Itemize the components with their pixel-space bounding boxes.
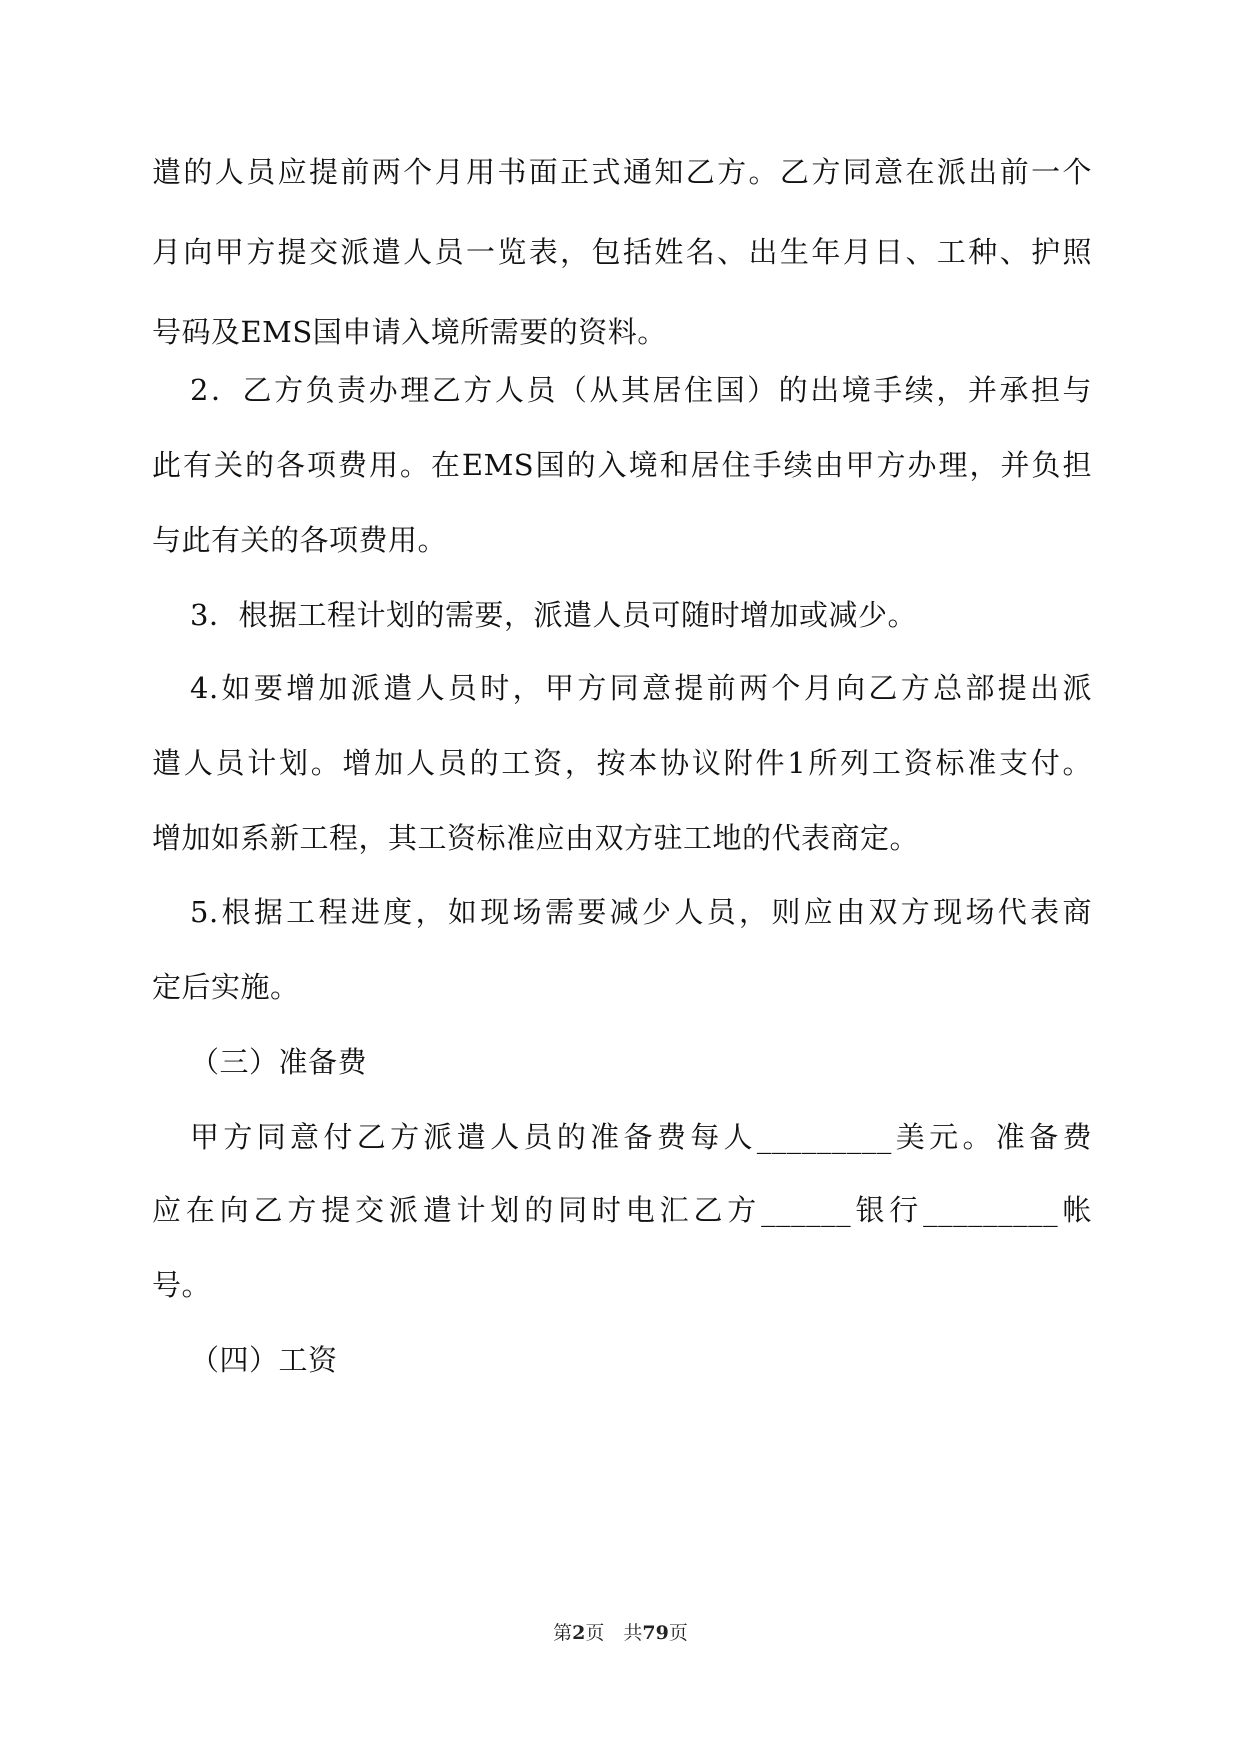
body-line: 5.根据工程进度，如现场需要减少人员，则应由双方现场代表商	[190, 895, 1092, 929]
footer-suffix: 页	[668, 1622, 688, 1644]
total-pages: 79	[642, 1622, 669, 1644]
page-footer	[0, 1620, 1241, 1646]
body-line: 2．乙方负责办理乙方人员（从其居住国）的出境手续，并承担与	[190, 373, 1092, 407]
body-line: 应在向乙方提交派遣计划的同时电汇乙方______银行_________帐	[152, 1193, 1092, 1227]
section-heading: （四）工资	[190, 1343, 338, 1377]
body-line: 此有关的各项费用。在EMS国的入境和居住手续由甲方办理，并负担	[152, 448, 1092, 482]
body-line: 遣人员计划。增加人员的工资，按本协议附件1所列工资标准支付。	[152, 746, 1092, 780]
body-line: 增加如系新工程，其工资标准应由双方驻工地的代表商定。	[152, 821, 920, 855]
page-number: 2	[572, 1622, 586, 1644]
footer-middle: 页 共	[585, 1622, 643, 1644]
body-line: 月向甲方提交派遣人员一览表，包括姓名、出生年月日、工种、护照	[152, 235, 1092, 269]
body-line: 号。	[152, 1268, 212, 1302]
body-line: 定后实施。	[152, 970, 300, 1004]
body-line: 与此有关的各项费用。	[152, 523, 448, 557]
body-line: 遣的人员应提前两个月用书面正式通知乙方。乙方同意在派出前一个	[152, 155, 1092, 189]
footer-prefix: 第	[553, 1622, 573, 1644]
section-heading: （三）准备费	[190, 1045, 368, 1079]
body-line: 甲方同意付乙方派遣人员的准备费每人_________美元。准备费	[190, 1120, 1092, 1154]
body-line: 4.如要增加派遣人员时，甲方同意提前两个月向乙方总部提出派	[190, 671, 1092, 705]
body-line: 3．根据工程计划的需要，派遣人员可随时增加或减少。	[190, 598, 917, 632]
body-line: 号码及EMS国申请入境所需要的资料。	[152, 315, 667, 349]
